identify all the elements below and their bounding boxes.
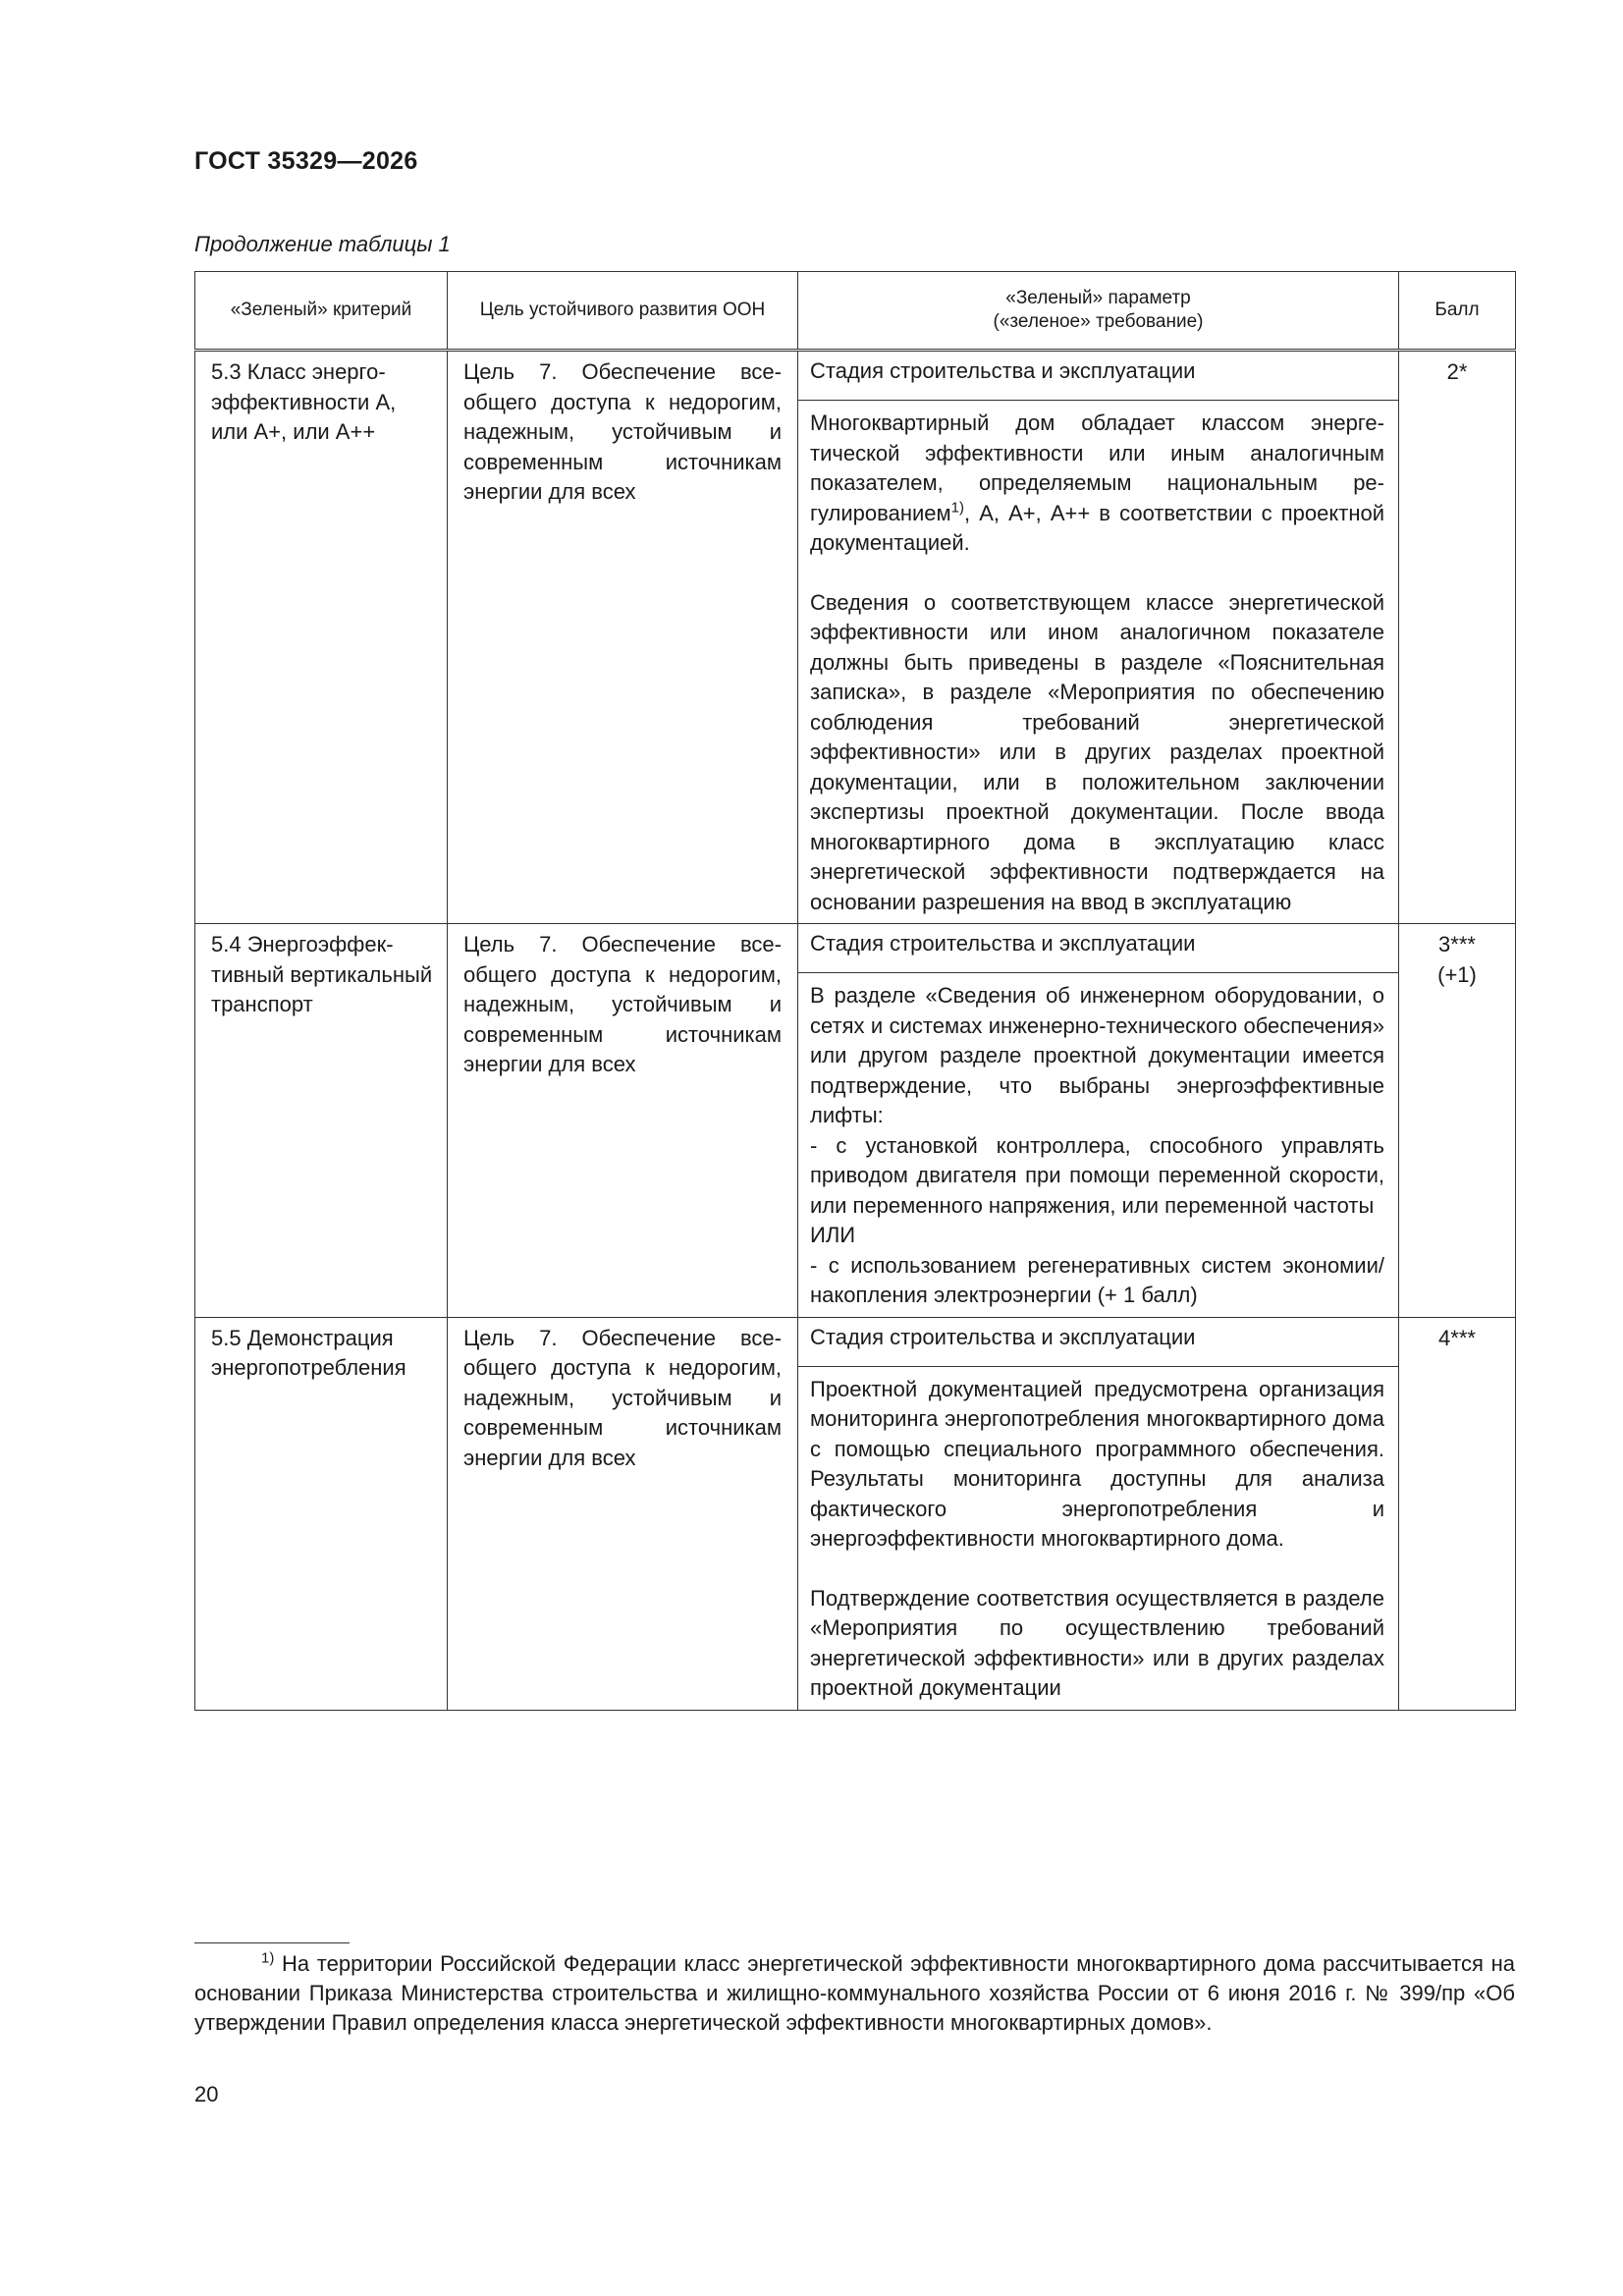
requirement-line: ИЛИ [810, 1223, 856, 1247]
requirement-line: - с использованием регенеративных систем экономии/накопления электроэнергии (+ 1 балл) [810, 1252, 1384, 1307]
requirement-line: - с установкой контроллера, способного управлять приводом двигателя при помощи переменной скорости, или переменного напряжения, или переменной частоты [810, 1132, 1384, 1218]
requirement-cell [798, 973, 1399, 1318]
score-cell [1399, 924, 1516, 1318]
header-green-parameter-line2: («зеленое» требование) [993, 311, 1204, 332]
footnote-separator [194, 1942, 350, 1943]
stage-cell: Стадия строительства и эксплуатации [798, 1317, 1399, 1366]
green-criteria-table [194, 271, 1516, 1711]
header-score: Балл [1399, 272, 1516, 351]
requirement-paragraph: Сведения о соответствующем классе энергетической эффективности или ином аналогичном показателе должны быть приведены в разделе «Пояснительная записка», в разделе «Мероприятия по обеспечению соблюдения требований энергетической эффективности» или в других разделах проектной документации, или в положительном заключении экспертизы проектной документации. После ввода многоквартирного дома в эксплуатацию класс энергетической эффективности подтверждается на основании разрешения на ввод в эксплуатацию [810, 589, 1384, 914]
requirement-cell [798, 401, 1399, 924]
goal-cell: Цель 7. Обеспечение всеобщего доступа к недорогим, надежным, устойчивым и современным источникам энергии для всех [448, 924, 798, 1318]
score-cell: 2* [1399, 351, 1516, 924]
table-header-row [195, 272, 1516, 351]
requirement-line: В разделе «Сведения об инженерном оборудовании, о сетях и системах инженерно-технического обеспечения» или другом разделе проектной документации имеется подтверждение, что выбраны энергоэффективные лифты: [810, 983, 1384, 1127]
criterion-cell: 5.5 Демонстрация энергопотребления [195, 1317, 448, 1710]
document-standard-title: ГОСТ 35329—2026 [194, 147, 418, 175]
score-cell: 4*** [1399, 1317, 1516, 1710]
table-caption: Продолжение таблицы 1 [194, 232, 451, 256]
footnote [194, 1949, 1515, 2038]
criterion-cell: 5.3 Класс энергоэффективности А, или А+, или А++ [195, 351, 448, 924]
footnote-reference: 1) [950, 499, 964, 517]
header-un-goal: Цель устойчивого развития ООН [448, 272, 798, 351]
requirement-cell [798, 1366, 1399, 1710]
requirement-text: Многоквартирный дом обладает классом энергетической эффективности или иным аналогичным показателем, определяемым национальным регулированием [810, 410, 1384, 525]
footnote-text: На территории Российской Федерации класс энергетической эффективности многоквартирного дома рассчитывается на основании Приказа Министерства строительства и жилищно-коммунального хозяйства России от 6 июня 2016 г. № 399/пр «Об утверждении Правил определения класса энергетической эффективности многоквартирных домов». [194, 1951, 1515, 2035]
table-row [195, 351, 1516, 401]
header-green-parameter-line1: «Зеленый» параметр [1005, 288, 1191, 308]
table-row [195, 924, 1516, 973]
requirement-paragraph: Подтверждение соответствия осуществляется в разделе «Мероприятия по осуществлению требований энергетической эффективности» или в других разделах проектной документации [810, 1585, 1384, 1700]
score-value: 3*** [1438, 932, 1476, 957]
stage-cell: Стадия строительства и эксплуатации [798, 351, 1399, 401]
criterion-cell: 5.4 Энергоэффективный вертикальный транспорт [195, 924, 448, 1318]
header-green-criterion: «Зеленый» критерий [195, 272, 448, 351]
page-number: 20 [194, 2082, 219, 2106]
goal-cell: Цель 7. Обеспечение всеобщего доступа к недорогим, надежным, устойчивым и современным источникам энергии для всех [448, 351, 798, 924]
table-row [195, 1317, 1516, 1366]
requirement-paragraph: Проектной документацией предусмотрена организация мониторинга энергопотребления многоквартирного дома с помощью специального программного обеспечения. Результаты мониторинга доступны для анализа фактического энергопотребления и энергоэффективности многоквартирного дома. [810, 1376, 1384, 1551]
goal-cell: Цель 7. Обеспечение всеобщего доступа к недорогим, надежным, устойчивым и современным источникам энергии для всех [448, 1317, 798, 1710]
header-green-parameter [798, 272, 1399, 351]
footnote-mark: 1) [261, 1949, 275, 1967]
requirement-text: , А, А+, А++ в соответствии с проектной документацией. [810, 500, 1384, 555]
score-bonus: (+1) [1437, 961, 1477, 987]
stage-cell: Стадия строительства и эксплуатации [798, 924, 1399, 973]
requirement-paragraph [810, 409, 1384, 559]
